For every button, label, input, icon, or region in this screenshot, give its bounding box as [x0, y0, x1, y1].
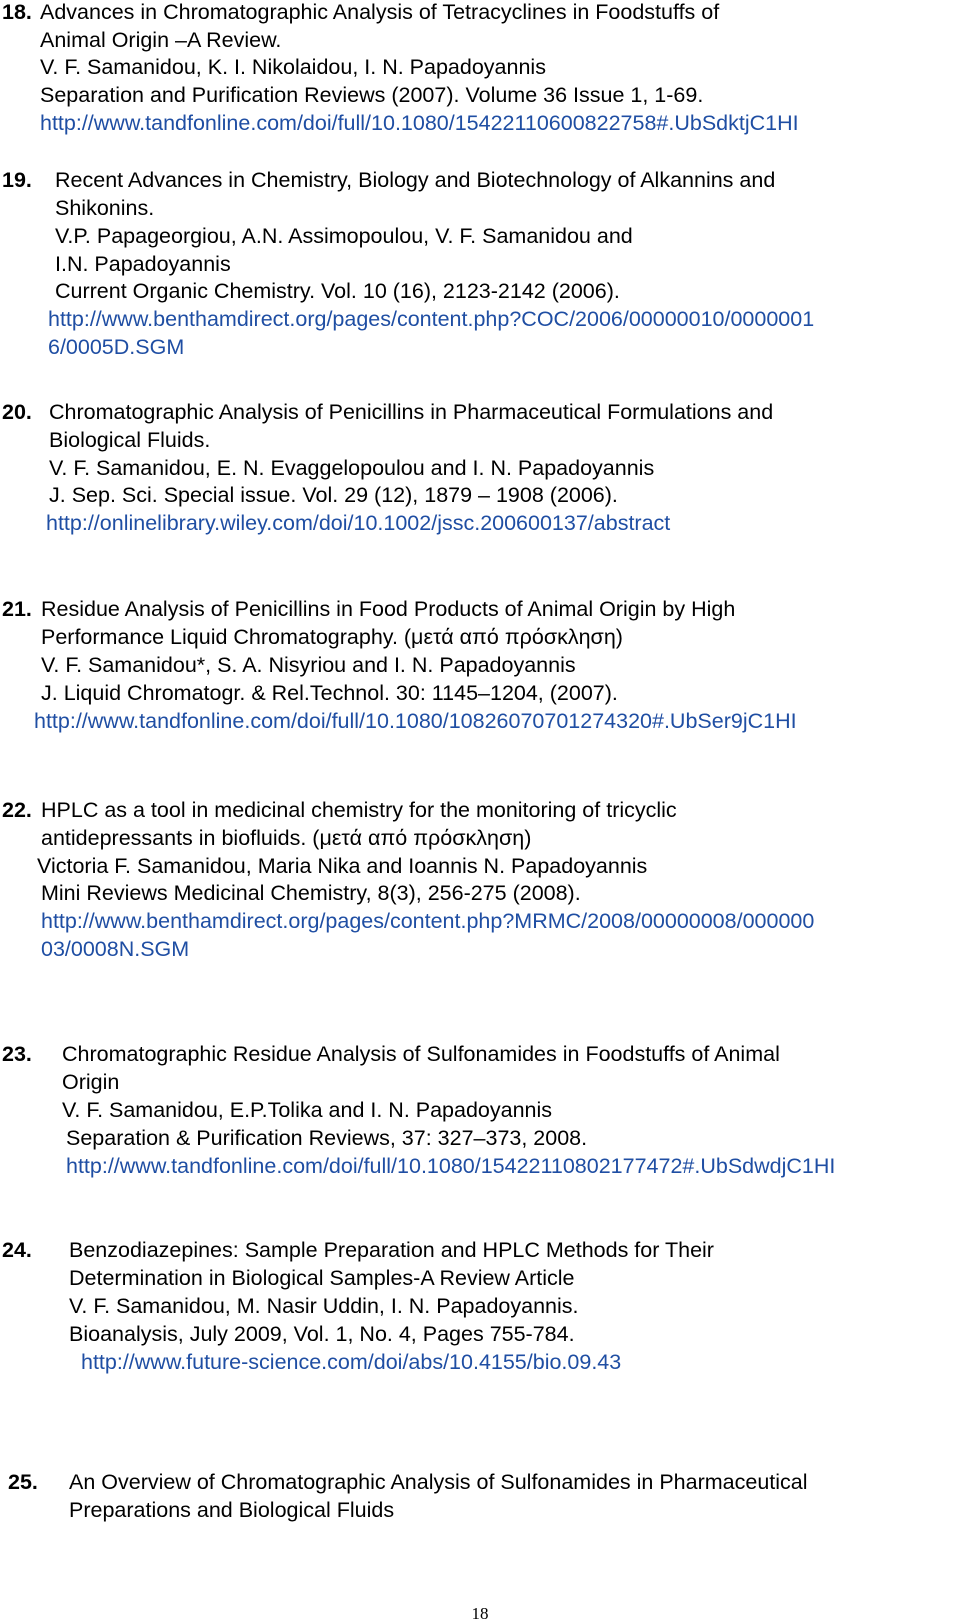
- entry-authors: V. F. Samanidou, K. I. Nikolaidou, I. N. Papadoyannis: [40, 55, 546, 79]
- entry-title-line: Preparations and Biological Fluids: [69, 1498, 395, 1522]
- entry-link[interactable]: http://www.future-science.com/doi/abs/10.4155/bio.09.43: [81, 1350, 622, 1374]
- entry-link[interactable]: http://www.benthamdirect.org/pages/content.php?COC/2006/00000010/0000001: [48, 307, 815, 331]
- entry-title-line: Benzodiazepines: Sample Preparation and HPLC Methods for Their: [69, 1238, 714, 1262]
- entry-title-line: Shikonins.: [55, 196, 155, 220]
- entry-title-line: An Overview of Chromatographic Analysis of Sulfonamides in Pharmaceutical: [69, 1470, 808, 1494]
- entry-number: 21.: [2, 597, 32, 621]
- entry-citation: Bioanalysis, July 2009, Vol. 1, No. 4, Pages 755-784.: [69, 1322, 575, 1346]
- entry-authors: V. F. Samanidou, E. N. Evaggelopoulou and I. N. Papadoyannis: [49, 456, 655, 480]
- entry-citation: Mini Reviews Medicinal Chemistry, 8(3), 256-275 (2008).: [41, 881, 581, 905]
- entry-number: 23.: [2, 1042, 32, 1066]
- entry-title-line: Chromatographic Residue Analysis of Sulfonamides in Foodstuffs of Animal: [62, 1042, 780, 1066]
- page-number: 18: [471, 1604, 489, 1623]
- entry-title-line: Animal Origin –A Review.: [40, 28, 282, 52]
- entry-citation: J. Sep. Sci. Special issue. Vol. 29 (12), 1879 – 1908 (2006).: [49, 483, 618, 507]
- entry-link[interactable]: http://www.benthamdirect.org/pages/content.php?MRMC/2008/00000008/000000: [41, 909, 815, 933]
- entry-number: 20.: [2, 400, 32, 424]
- entry-title-line: Biological Fluids.: [49, 428, 211, 452]
- entry-title-line: HPLC as a tool in medicinal chemistry for the monitoring of tricyclic: [41, 798, 677, 822]
- entry-citation: Separation & Purification Reviews, 37: 327–373, 2008.: [66, 1126, 588, 1150]
- entry-title-line: Determination in Biological Samples-A Review Article: [69, 1266, 575, 1290]
- entry-number: 22.: [2, 798, 32, 822]
- entry-citation: J. Liquid Chromatogr. & Rel.Technol. 30: 1145–1204, (2007).: [41, 681, 618, 705]
- entry-authors: V.P. Papageorgiou, A.N. Assimopoulou, V. F. Samanidou and: [55, 224, 633, 248]
- entry-link[interactable]: 03/0008N.SGM: [41, 937, 190, 961]
- entry-link[interactable]: http://onlinelibrary.wiley.com/doi/10.1002/jssc.200600137/abstract: [46, 511, 671, 535]
- entry-title-line: antidepressants in biofluids. (μετά από πρόσκληση): [41, 826, 532, 850]
- entry-title-line: Origin: [62, 1070, 120, 1094]
- entry-title-line: Recent Advances in Chemistry, Biology and Biotechnology of Alkannins and: [55, 168, 776, 192]
- entry-title-line: Advances in Chromatographic Analysis of Tetracyclines in Foodstuffs of: [40, 0, 720, 24]
- entry-number: 24.: [2, 1238, 32, 1262]
- entry-link[interactable]: http://www.tandfonline.com/doi/full/10.1080/15422110600822758#.UbSdktjC1HI: [40, 111, 799, 135]
- entry-title-line: Chromatographic Analysis of Penicillins in Pharmaceutical Formulations and: [49, 400, 774, 424]
- entry-authors: I.N. Papadoyannis: [55, 252, 231, 276]
- entry-number: 18.: [2, 0, 32, 24]
- entry-link[interactable]: 6/0005D.SGM: [48, 335, 185, 359]
- entry-number: 19.: [2, 168, 32, 192]
- entry-link[interactable]: http://www.tandfonline.com/doi/full/10.1080/15422110802177472#.UbSdwdjC1HI: [66, 1154, 836, 1178]
- entry-authors: V. F. Samanidou, M. Nasir Uddin, I. N. Papadoyannis.: [69, 1294, 579, 1318]
- entry-citation: Current Organic Chemistry. Vol. 10 (16), 2123-2142 (2006).: [55, 279, 620, 303]
- entry-title-line: Performance Liquid Chromatography. (μετά από πρόσκληση): [41, 625, 623, 649]
- entry-authors: Victoria F. Samanidou, Maria Nika and Ioannis N. Papadoyannis: [37, 854, 648, 878]
- entry-citation: Separation and Purification Reviews (2007). Volume 36 Issue 1, 1-69.: [40, 83, 704, 107]
- entry-authors: V. F. Samanidou, E.P.Tolika and I. N. Papadoyannis: [62, 1098, 553, 1122]
- entry-link[interactable]: http://www.tandfonline.com/doi/full/10.1080/10826070701274320#.UbSer9jC1HI: [34, 709, 797, 733]
- entry-title-line: Residue Analysis of Penicillins in Food Products of Animal Origin by High: [41, 597, 736, 621]
- entry-number: 25.: [8, 1470, 38, 1494]
- entry-authors: V. F. Samanidou*, S. A. Nisyriou and I. N. Papadoyannis: [41, 653, 576, 677]
